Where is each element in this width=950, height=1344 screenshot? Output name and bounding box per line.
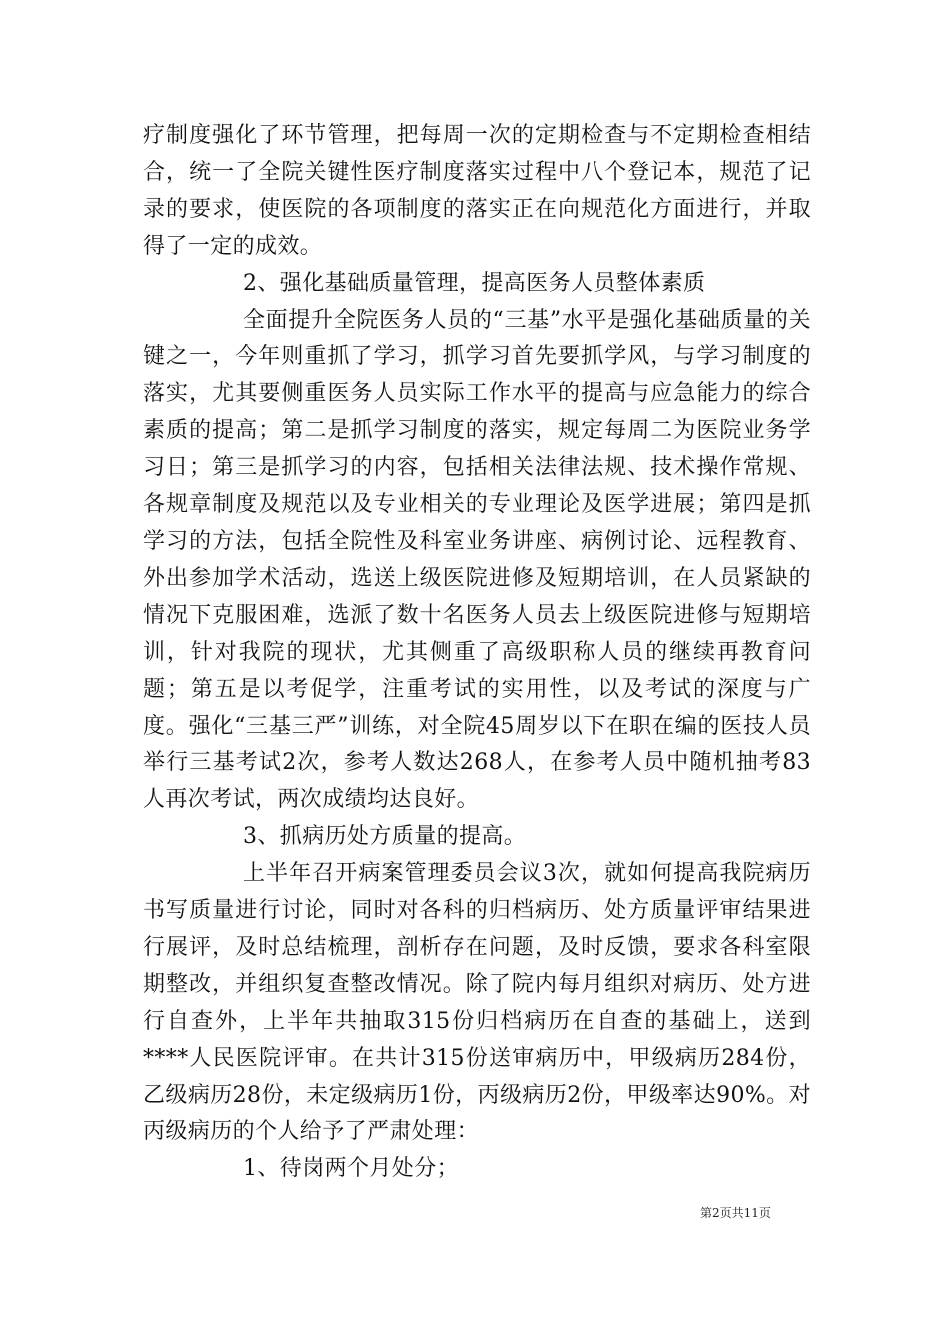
paragraph-continuation: 疗制度强化了环节管理，把每周一次的定期检查与不定期检查相结合，统一了全院关键性医疗制度落实过程中八个登记本，规范了记录的要求，使医院的各项制度的落实正在向规范化方面进行，并取得了一定的成效。 bbox=[143, 123, 811, 259]
body-text bbox=[143, 118, 811, 1188]
paragraph-basic-quality: 全面提升全院医务人员的“三基”水平是强化基础质量的关键之一，今年则重抓了学习，抓学习首先要抓学风，与学习制度的落实，尤其要侧重医务人员实际工作水平的提高与应急能力的综合素质的提高；第二是抓学习制度的落实，规定每周二为医院业务学习日；第三是抓学习的内容，包括相关法律法规、技术操作常规、各规章制度及规范以及专业相关的专业理论及医学进展；第四是抓学习的方法，包括全院性及科室业务讲座、病例讨论、远程教育、外出参加学术活动，选送上级医院进修及短期培训，在人员紧缺的情况下克服困难，选派了数十名医务人员去上级医院进修与短期培训，针对我院的现状，尤其侧重了高级职称人员的继续再教育问题；第五是以考促学，注重考试的实用性，以及考试的深度与广度。强化“三基三严”训练，对全院45周岁以下在职在编的医技人员举行三基考试2次，参考人数达268人，在参考人员中随机抽考83人再次考试，两次成绩均达良好。 bbox=[143, 307, 811, 813]
list-item-penalty-1: 1、待岗两个月处分； bbox=[243, 1156, 459, 1182]
paragraph-medical-records: 上半年召开病案管理委员会议3次，就如何提高我院病历书写质量进行讨论，同时对各科的归档病历、处方质量评审结果进行展评，及时总结梳理，剖析存在问题，及时反馈，要求各科室限期整改，并组织复查整改情况。除了院内每月组织对病历、处方进行自查外，上半年共抽取315份归档病历在自查的基础上，送到****人民医院评审。在共计315份送审病历中，甲级病历284份，乙级病历28份，未定级病历1份，丙级病历2份，甲级率达90%。对丙级病历的个人给予了严肃处理： bbox=[143, 861, 811, 1145]
page-number: 第2页共11页 bbox=[700, 1206, 771, 1220]
section-heading-2: 2、强化基础质量管理，提高医务人员整体素质 bbox=[243, 270, 706, 296]
section-heading-3: 3、抓病历处方质量的提高。 bbox=[243, 824, 527, 850]
